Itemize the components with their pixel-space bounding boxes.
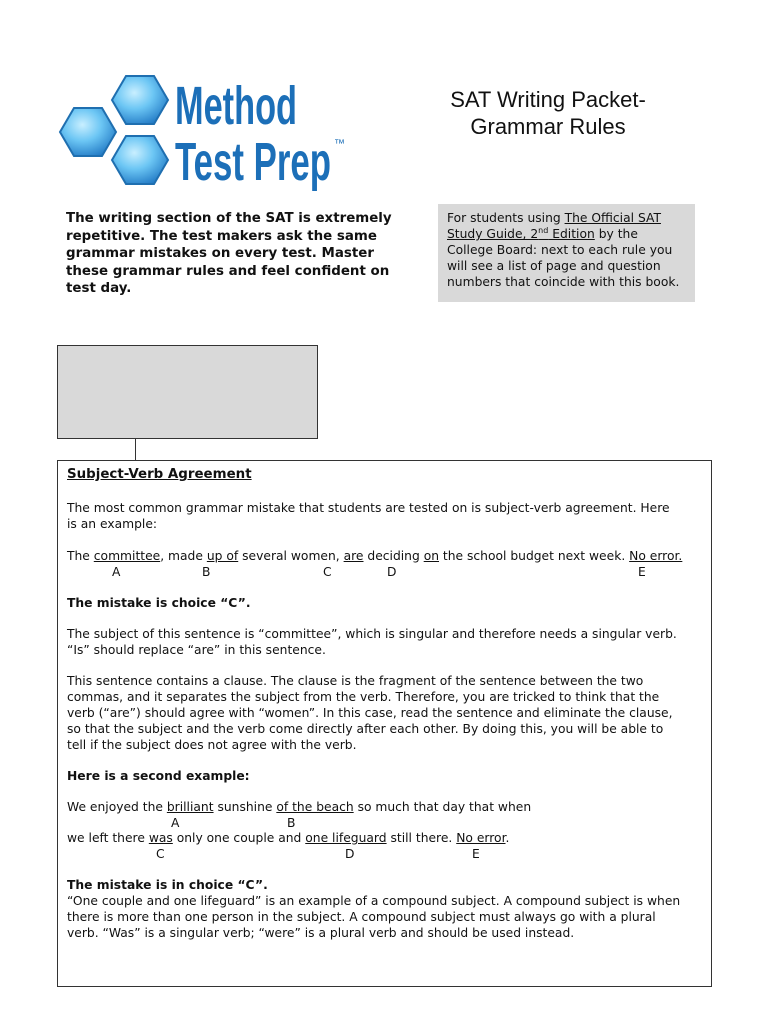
study-guide-note	[438, 204, 695, 302]
blank-gray-box	[57, 345, 318, 439]
explanation-2-line-3: verb. “Was” is a singular verb; “were” is a plural verb and should be used instead.	[67, 926, 575, 940]
example-2-line-1: We enjoyed the brilliant sunshine of the beach so much that day that when	[67, 800, 532, 814]
logo-text-method: Method	[175, 76, 297, 136]
option-c: are	[343, 549, 364, 563]
hexagon-logo-icon	[55, 70, 355, 195]
option-d: one lifeguard	[305, 831, 387, 845]
label-c: C	[323, 565, 332, 579]
option-a: committee	[93, 549, 161, 563]
note-book-superscript: nd	[538, 225, 549, 235]
section-heading: Subject-Verb Agreement	[67, 467, 252, 482]
option-b: up of	[206, 549, 239, 563]
subject-verb-agreement-section	[57, 460, 712, 987]
mistake-2: The mistake is in choice “C”.	[67, 878, 268, 892]
clause-line-2: commas, and it separates the subject from the verb. Therefore, you are tricked to think that the	[67, 690, 660, 704]
mistake-1: The mistake is choice “C”.	[67, 596, 251, 610]
connector-line	[135, 438, 136, 461]
section-intro-line-2: is an example:	[67, 517, 158, 531]
explanation-2-line-1: “One couple and one lifeguard” is an example of a compound subject. A compound subject is when	[67, 894, 681, 908]
clause-line-1: This sentence contains a clause. The clause is the fragment of the sentence between the two	[67, 674, 644, 688]
note-book-title: The Official SAT Study Guide, 2nd Edition	[447, 211, 661, 241]
label-e: E	[638, 565, 646, 579]
option-a: brilliant	[166, 800, 214, 814]
method-test-prep-logo	[55, 70, 355, 195]
explanation-2-line-2: there is more than one person in the subject. A compound subject must always go with a plural	[67, 910, 656, 924]
label-c: C	[156, 847, 165, 861]
option-e: No error.	[629, 549, 683, 563]
option-c: was	[148, 831, 173, 845]
title-line-1: SAT Writing Packet-	[450, 87, 646, 112]
label-d: D	[345, 847, 355, 861]
label-e: E	[472, 847, 480, 861]
option-e: No error	[456, 831, 506, 845]
label-b: B	[202, 565, 211, 579]
second-example-heading: Here is a second example:	[67, 769, 250, 783]
option-d: on	[423, 549, 440, 563]
label-a: A	[112, 565, 121, 579]
note-suffix: by the College Board: next to each rule you will see a list of page and question numbers that coincide with this book.	[447, 227, 680, 289]
logo-text-test-prep: Test Prep	[175, 132, 331, 192]
clause-line-3: verb (“are”) should agree with “women”. In this case, read the sentence and eliminate the clause,	[67, 706, 673, 720]
logo-trademark: ™	[334, 138, 345, 150]
label-b: B	[287, 816, 296, 830]
example-2-line-2: we left there was only one couple and one lifeguard still there. No error.	[67, 831, 510, 845]
example-1-sentence: The committee, made up of several women, are deciding on the school budget next week. No error.	[67, 549, 683, 563]
explanation-1-line-1: The subject of this sentence is “committee”, which is singular and therefore needs a singular verb.	[67, 627, 677, 641]
title-line-2: Grammar Rules	[470, 114, 626, 139]
intro-paragraph: The writing section of the SAT is extremely repetitive. The test makers ask the same grammar mistakes on every test. Master these grammar rules and feel confident on test day.	[66, 211, 392, 296]
note-prefix: For students using	[447, 211, 565, 225]
option-b: of the beach	[276, 800, 354, 814]
clause-line-5: tell if the subject does not agree with the verb.	[67, 738, 357, 752]
section-intro-line-1: The most common grammar mistake that students are tested on is subject-verb agreement. Here	[67, 501, 670, 515]
clause-line-4: so that the subject and the verb come directly after each other. By doing this, you will be able to	[67, 722, 664, 736]
explanation-1-line-2: “Is” should replace “are” in this sentence.	[67, 643, 326, 657]
label-d: D	[387, 565, 397, 579]
page-title	[400, 86, 696, 140]
label-a: A	[171, 816, 180, 830]
